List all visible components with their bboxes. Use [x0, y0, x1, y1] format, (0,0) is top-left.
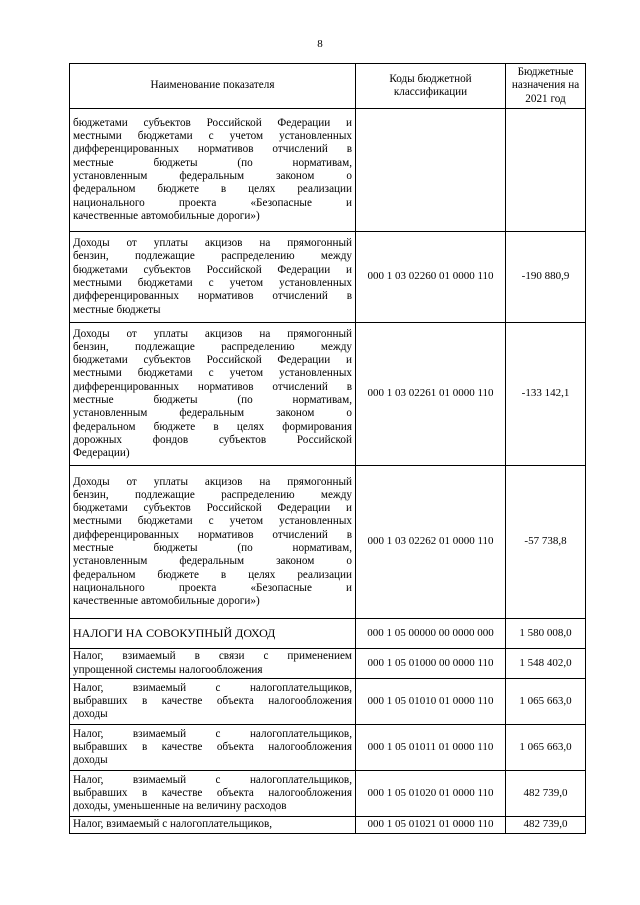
indicator-name-line: Доходы от уплаты акцизов на прямогонный — [73, 475, 352, 488]
indicator-name-line: доходы — [73, 754, 108, 767]
indicator-name-line: бензин, подлежащие распределению между — [73, 488, 352, 501]
indicator-name-cell — [70, 725, 356, 771]
indicator-name-line: Налог, взимаемый с налогоплательщиков, — [73, 818, 273, 831]
budget-amount-cell: 1 065 663,0 — [506, 725, 586, 771]
budget-amount-cell: 1 548 402,0 — [506, 649, 586, 679]
page-number: 8 — [317, 38, 323, 50]
indicator-name-line: дифференцированных нормативов отчислений в — [73, 380, 352, 393]
indicator-name-line: НАЛОГИ НА СОВОКУПНЫЙ ДОХОД — [73, 625, 276, 640]
budget-amount-cell: 1 580 008,0 — [506, 619, 586, 649]
indicator-name-line: бюджетами субъектов Российской Федерации и — [73, 354, 352, 367]
indicator-name-line: дифференцированных нормативов отчислений в — [73, 528, 352, 541]
indicator-name-cell — [70, 649, 356, 679]
budget-code-cell: 000 1 03 02260 01 0000 110 — [356, 232, 506, 323]
indicator-name-line: Доходы от уплаты акцизов на прямогонный — [73, 237, 352, 250]
indicator-name-line: Федерации) — [73, 447, 130, 460]
indicator-name-line: установленным федеральным законом о — [73, 555, 352, 568]
budget-code-cell: 000 1 05 00000 00 0000 000 — [356, 619, 506, 649]
budget-code-cell: 000 1 05 01010 01 0000 110 — [356, 679, 506, 725]
indicator-name-line: местными бюджетами с учетом установленных — [73, 367, 352, 380]
indicator-name-line: Налог, взимаемый с налогоплательщиков, — [73, 727, 352, 740]
indicator-name-cell — [70, 619, 356, 649]
indicator-name-line: выбравших в качестве объекта налогообложения — [73, 786, 352, 799]
indicator-name-line: установленным федеральным законом о — [73, 407, 352, 420]
budget-code-cell: 000 1 05 01000 00 0000 110 — [356, 649, 506, 679]
table-row — [70, 649, 586, 679]
budget-code-cell: 000 1 05 01020 01 0000 110 — [356, 771, 506, 817]
budget-amount-cell: 482 739,0 — [506, 771, 586, 817]
budget-amount-cell: 1 065 663,0 — [506, 679, 586, 725]
indicator-name-cell — [70, 109, 356, 232]
indicator-name-cell — [70, 466, 356, 619]
table-header-row — [70, 64, 586, 109]
table-row — [70, 619, 586, 649]
table-row — [70, 232, 586, 323]
indicator-name-line: федеральном бюджете в целях реализации — [73, 568, 352, 581]
table-row — [70, 466, 586, 619]
indicator-name-line: федеральном бюджете в целях реализации — [73, 183, 352, 196]
budget-code-cell — [356, 109, 506, 232]
budget-code-cell: 000 1 03 02261 01 0000 110 — [356, 323, 506, 466]
indicator-name-line: национального проекта «Безопасные и — [73, 196, 352, 209]
indicator-name-line: федеральном бюджете в целях формирования — [73, 420, 352, 433]
table-row — [70, 323, 586, 466]
indicator-name-line: местными бюджетами с учетом установленных — [73, 515, 352, 528]
indicator-name-cell — [70, 232, 356, 323]
table-row — [70, 679, 586, 725]
budget-amount-cell — [506, 109, 586, 232]
indicator-name-line: бюджетами субъектов Российской Федерации и — [73, 502, 352, 515]
indicator-name-line: выбравших в качестве объекта налогообложения — [73, 694, 352, 707]
indicator-name-line: дифференцированных нормативов отчислений в — [73, 143, 352, 156]
indicator-name-line: качественные автомобильные дороги») — [73, 595, 260, 608]
budget-code-cell: 000 1 05 01021 01 0000 110 — [356, 817, 506, 834]
indicator-name-cell — [70, 323, 356, 466]
indicator-name-line: доходы — [73, 708, 108, 721]
header-code: Коды бюджетной классификации — [356, 64, 506, 109]
indicator-name-line: Налог, взимаемый в связи с применением — [73, 650, 352, 663]
indicator-name-line: бюджетами субъектов Российской Федерации и — [73, 116, 352, 129]
indicator-name-line: дорожных фондов субъектов Российской — [73, 433, 352, 446]
indicator-name-line: бензин, подлежащие распределению между — [73, 340, 352, 353]
indicator-name-line: местные бюджеты (по нормативам, — [73, 542, 352, 554]
indicator-name-line: выбравших в качестве объекта налогообложения — [73, 740, 352, 753]
indicator-name-line: Налог, взимаемый с налогоплательщиков, — [73, 773, 352, 786]
indicator-name-cell — [70, 679, 356, 725]
indicator-name-line: дифференцированных нормативов отчислений в — [73, 290, 352, 303]
indicator-name-line: бензин, подлежащие распределению между — [73, 250, 352, 263]
indicator-name-line: доходы, уменьшенные на величину расходов — [73, 800, 287, 813]
indicator-name-line: бюджетами субъектов Российской Федерации и — [73, 263, 352, 276]
budget-amount-cell: -133 142,1 — [506, 323, 586, 466]
indicator-name-line: установленным федеральным законом о — [73, 170, 352, 182]
budget-amount-cell: 482 739,0 — [506, 817, 586, 834]
budget-code-cell: 000 1 03 02262 01 0000 110 — [356, 466, 506, 619]
indicator-name-cell — [70, 771, 356, 817]
table-row — [70, 109, 586, 232]
budget-code-cell: 000 1 05 01011 01 0000 110 — [356, 725, 506, 771]
table-row — [70, 771, 586, 817]
indicator-name-line: национального проекта «Безопасные и — [73, 581, 352, 594]
budget-table — [69, 63, 586, 834]
indicator-name-line: местными бюджетами с учетом установленных — [73, 277, 352, 289]
budget-amount-cell: -190 880,9 — [506, 232, 586, 323]
budget-amount-cell: -57 738,8 — [506, 466, 586, 619]
header-name: Наименование показателя — [70, 64, 356, 109]
indicator-name-line: качественные автомобильные дороги») — [73, 209, 260, 222]
table-row — [70, 817, 586, 834]
indicator-name-line: местными бюджетами с учетом установленных — [73, 130, 352, 143]
indicator-name-line: упрощенной системы налогообложения — [73, 663, 263, 676]
indicator-name-line: местные бюджеты (по нормативам, — [73, 394, 352, 406]
indicator-name-line: местные бюджеты (по нормативам, — [73, 156, 352, 169]
indicator-name-cell — [70, 817, 356, 834]
table-row — [70, 725, 586, 771]
indicator-name-line: Налог, взимаемый с налогоплательщиков, — [73, 681, 352, 694]
indicator-name-line: Доходы от уплаты акцизов на прямогонный — [73, 327, 352, 340]
header-amount: Бюджетные назначения на 2021 год — [506, 64, 586, 109]
table-body — [70, 109, 586, 834]
indicator-name-line: местные бюджеты — [73, 303, 161, 316]
